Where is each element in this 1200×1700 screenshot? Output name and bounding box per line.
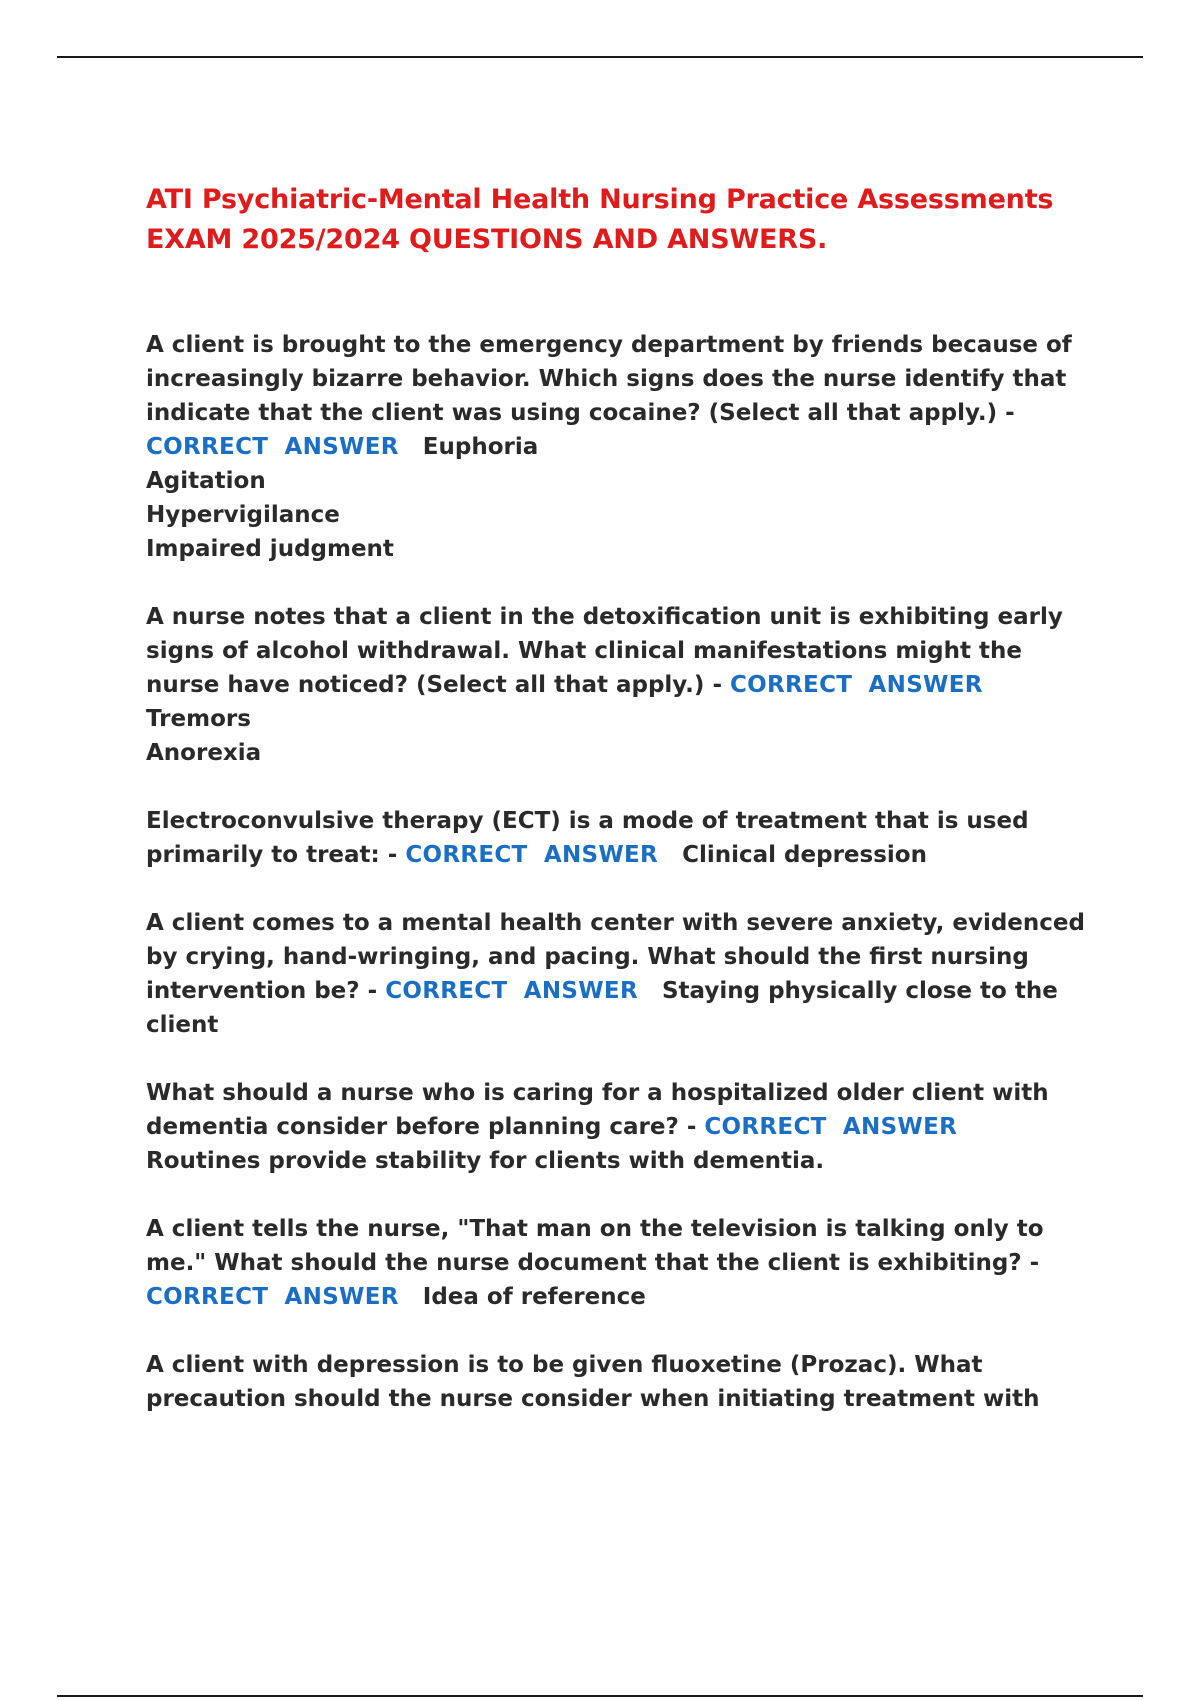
question-text: A client comes to a mental health center with severe anxiety, evidenced by crying, hand-wringing, and pacing. What should the first nursing intervention be? — [146, 910, 1085, 1004]
correct-answer-label: CORRECT ANSWER — [405, 842, 659, 868]
question-text: Electroconvulsive therapy (ECT) is a mode of treatment that is used primarily to treat: — [146, 808, 1029, 868]
correct-answer-label: CORRECT ANSWER — [730, 672, 983, 698]
answer-text: Clinical depression — [682, 842, 927, 868]
qa-item — [146, 1076, 1096, 1178]
separator: - — [678, 1114, 705, 1140]
answer-text: Impaired judgment — [146, 536, 394, 562]
answer-text: Hypervigilance — [146, 502, 340, 528]
separator: - — [997, 400, 1015, 426]
separator: - — [1021, 1250, 1040, 1276]
answer-text: Euphoria — [422, 434, 539, 460]
question-text: A client with depression is to be given fluoxetine (Prozac). What precaution should the nurse consider when initiating treatment with — [146, 1352, 1040, 1412]
header-rule — [57, 56, 1143, 58]
document-title: ATI Psychiatric-Mental Health Nursing Practice Assessments EXAM 2025/2024 QUESTIONS AND ANSWERS. — [146, 184, 1054, 255]
qa-item — [146, 328, 1096, 566]
qa-item — [146, 1348, 1096, 1416]
answer-text: Anorexia — [146, 740, 262, 766]
correct-answer-label: CORRECT ANSWER — [704, 1114, 958, 1140]
qa-item — [146, 1212, 1096, 1314]
question-text: A nurse notes that a client in the detoxification unit is exhibiting early signs of alcohol withdrawal. What clinical manifestations might the nurse have noticed? (Select all that apply.) — [146, 604, 1063, 698]
separator: - — [704, 672, 730, 698]
answer-text: Idea of reference — [422, 1284, 646, 1310]
qa-item — [146, 906, 1096, 1042]
question-text: A client tells the nurse, "That man on the television is talking only to me." What should the nurse document that the client is exhibiting? — [146, 1216, 1044, 1276]
answer-text: Agitation — [146, 468, 266, 494]
question-text: What should a nurse who is caring for a hospitalized older client with dementia consider before planning care? — [146, 1080, 1049, 1140]
separator: - — [379, 842, 406, 868]
qa-item — [146, 804, 1096, 872]
footer-rule — [57, 1695, 1143, 1697]
question-text: A client is brought to the emergency department by friends because of increasingly bizarre behavior. Which signs does the nurse identify that indicate that the client was using cocaine? (Select all that apply.) — [146, 332, 1072, 426]
correct-answer-label: CORRECT ANSWER — [146, 434, 399, 460]
correct-answer-label: CORRECT ANSWER — [385, 978, 638, 1004]
qa-item — [146, 600, 1096, 770]
answer-text: Routines provide stability for clients with dementia. — [146, 1148, 825, 1174]
separator: - — [359, 978, 386, 1004]
answer-text: Tremors — [146, 706, 251, 732]
document-body — [146, 180, 1096, 1450]
correct-answer-label: CORRECT ANSWER — [146, 1284, 399, 1310]
answer-text: Staying physically close to the client — [146, 978, 1058, 1038]
